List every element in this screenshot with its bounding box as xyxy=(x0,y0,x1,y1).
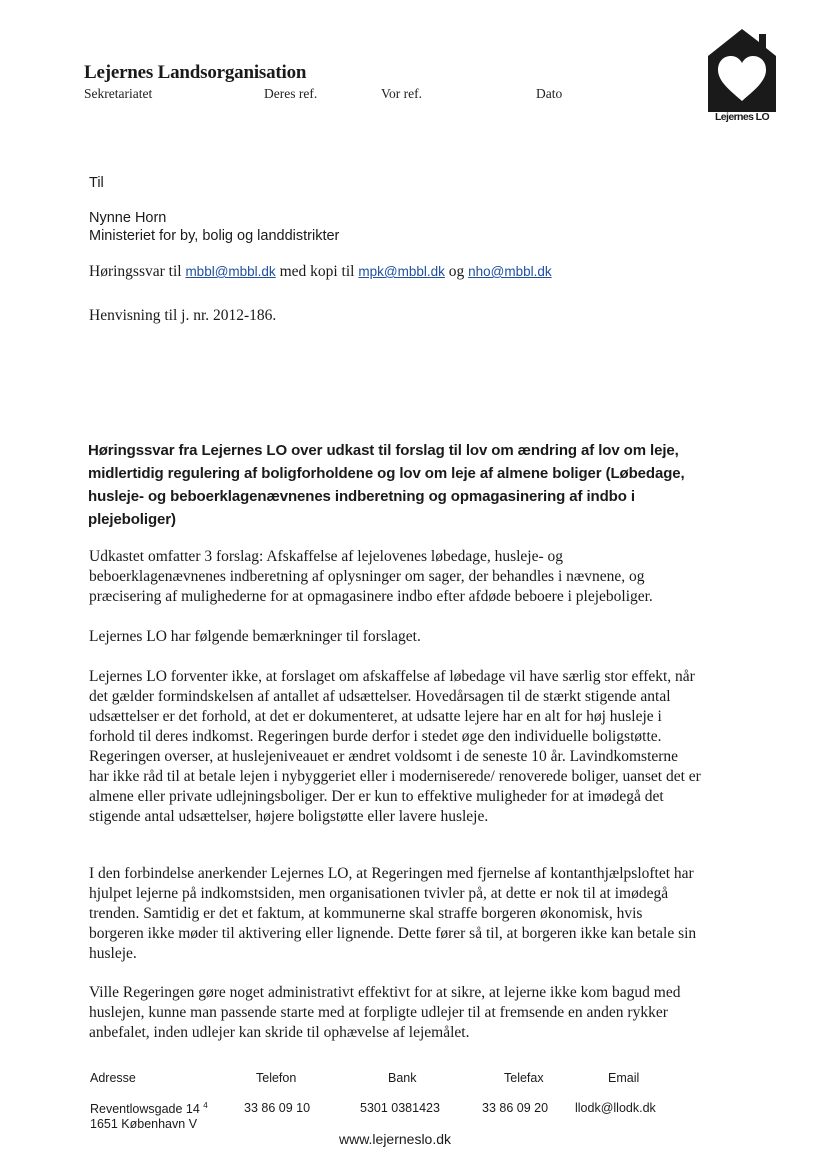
footer-label-bank: Bank xyxy=(388,1071,417,1085)
sekretariat-label: Sekretariatet xyxy=(84,86,153,101)
recipient-organization: Ministeriet for by, bolig og landdistrikter xyxy=(89,228,340,244)
horing-og: og xyxy=(448,263,465,280)
vor-ref-label: Vor ref. xyxy=(381,86,422,101)
footer-email[interactable]: llodk@llodk.dk xyxy=(575,1101,656,1115)
footer-label-telefax: Telefax xyxy=(504,1071,544,1085)
footer-label-telefon: Telefon xyxy=(256,1071,297,1085)
footer-bank-account: 5301 0381423 xyxy=(360,1101,440,1115)
footer-label-adresse: Adresse xyxy=(90,1071,136,1085)
email-link-mbbl[interactable]: mbbl@mbbl.dk xyxy=(185,264,276,279)
letter-subject: Høringssvar fra Lejernes LO over udkast til forslag til lov om ændring af lov om leje, midlertidig regulering af boligforholdene og lov om leje af almene boliger (Løbedage, husleje- og beboerklagenævnenes indberetning og opmagasinering af indbo i plejeboliger) xyxy=(88,442,685,528)
body-paragraph-4: I den forbindelse anerkender Lejernes LO, at Regeringen med fjernelse af kontanthjælpsloftet har hjulpet lejerne på indkomstsiden, men organisationen tvivler på, at dette er nok til at imødegå trenden. Samtidig er det et faktum, at kommunerne skal straffe borgeren økonomisk, hvis borgeren ikke møder til aktivering eller lignende. Dette fører så til, at borgeren ikke kan betale sin husleje. xyxy=(89,865,697,962)
til-label: Til xyxy=(89,175,104,191)
footer-street: Reventlowsgade 14 $^4$ xyxy=(90,1101,208,1116)
body-paragraph-1: Udkastet omfatter 3 forslag: Afskaffelse af lejelovenes løbedage, husleje- og beboerklagenævnenes indberetning af oplysninger om sager, der behandles i nævnene, og præcisering af mulighederne for at opmagasinere indbo efter afdøde beboere i plejeboliger. xyxy=(89,548,653,605)
footer-website[interactable]: www.lejerneslo.dk xyxy=(338,1131,452,1147)
footer-telefon: 33 86 09 10 xyxy=(244,1101,311,1115)
body-paragraph-2: Lejernes LO har følgende bemærkninger til forslaget. xyxy=(89,628,421,645)
footer-city: 1651 København V xyxy=(90,1117,198,1131)
email-link-nho[interactable]: nho@mbbl.dk xyxy=(468,264,552,279)
organization-name: Lejernes Landsorganisation xyxy=(84,62,307,83)
footer-label-email: Email xyxy=(608,1071,640,1085)
body-paragraph-5: Ville Regeringen gøre noget administrativt effektivt for at sikre, at lejerne ikke kom bagud med huslejen, kunne man passende starte med at forpligte udlejer til at fremsende en anden rykker anbefalet, inden udlejer kan skride til ophævelse af lejemålet. xyxy=(89,984,681,1041)
horingssvar-line xyxy=(89,263,552,281)
house-heart-icon xyxy=(704,26,780,122)
horing-prefix: Høringssvar til xyxy=(89,263,182,280)
email-link-mpk[interactable]: mpk@mbbl.dk xyxy=(358,264,445,279)
recipient-name: Nynne Horn xyxy=(89,210,167,226)
horing-middle: med kopi til xyxy=(279,263,355,280)
dato-label: Dato xyxy=(536,86,563,101)
lejernes-lo-logo xyxy=(704,26,780,122)
footer-telefax: 33 86 09 20 xyxy=(482,1101,549,1115)
logo-text: Lejernes LO xyxy=(714,111,770,122)
body-paragraph-3: Lejernes LO forventer ikke, at forslaget om afskaffelse af løbedage vil have særlig stor effekt, når det gælder formindskelsen af antallet af udsættelser. Hovedårsagen til de stærkt stigende antal udsættelser er det forhold, at det er dokumenteret, at udsatte lejere har en alt for høj husleje i forhold til deres indkomst. Regeringen burde derfor i stedet øge den individuelle boligstøtte. Regeringen overser, at huslejeniveauet er ændret voldsomt i de seneste 10 år. Lavindkomsterne har ikke råd til at betale lejen i nybyggeriet eller i moderniserede/ renoverede boliger, uanset det er almene eller private udlejningsboliger. Der er kun to effektive muligheder for at imødegå det stigende antal udsættelser, højere boligstøtte eller lavere husleje. xyxy=(89,668,701,825)
journal-reference: Henvisning til j. nr. 2012-186. xyxy=(89,307,277,324)
deres-ref-label: Deres ref. xyxy=(264,86,318,101)
